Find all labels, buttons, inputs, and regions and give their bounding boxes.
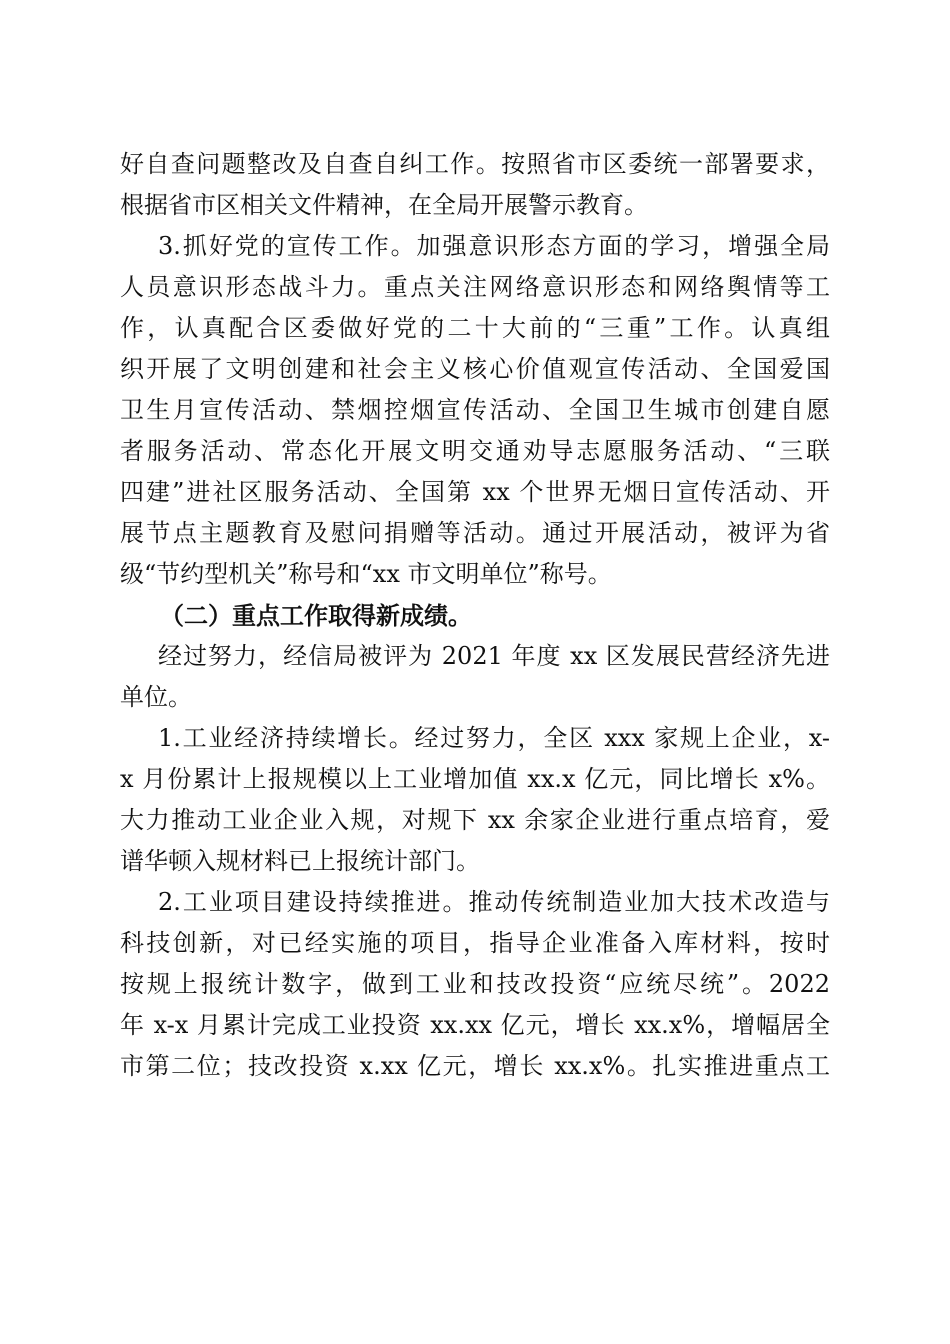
paragraph-line: 展节点主题教育及慰问捐赠等活动。通过开展活动，被评为省 — [120, 519, 830, 547]
paragraph-line: 卫生月宣传活动、禁烟控烟宣传活动、全国卫生城市创建自愿 — [120, 396, 830, 424]
paragraph-line: 人员意识形态战斗力。重点关注网络意识形态和网络舆情等工 — [120, 273, 830, 301]
paragraph-line: 经过努力，经信局被评为 2021 年度 xx 区发展民营经济先进 — [158, 642, 830, 670]
paragraph-line: 年 x-x 月累计完成工业投资 xx.xx 亿元，增长 xx.x%，增幅居全 — [120, 1011, 830, 1039]
paragraph-line: 3.抓好党的宣传工作。加强意识形态方面的学习，增强全局 — [158, 232, 830, 260]
paragraph-item-3-propaganda — [120, 226, 830, 595]
paragraph-line: 好自查问题整改及自查自纠工作。按照省市区委统一部署要求， — [120, 150, 830, 178]
paragraph-line: 按规上报统计数字，做到工业和技改投资“应统尽统”。2022 — [120, 970, 830, 998]
paragraph-line: 者服务活动、常态化开展文明交通劝导志愿服务活动、“三联 — [120, 437, 830, 465]
paragraph-self-inspection — [120, 144, 830, 226]
paragraph-item-2-project-construction — [120, 882, 830, 1087]
paragraph-item-1-industrial-growth — [120, 718, 830, 882]
paragraph-line: 四建”进社区服务活动、全国第 xx 个世界无烟日宣传活动、开 — [120, 478, 830, 506]
paragraph-line: 大力推动工业企业入规，对规下 xx 余家企业进行重点培育，爱 — [120, 806, 830, 834]
paragraph-line: 科技创新，对已经实施的项目，指导企业准备入库材料，按时 — [120, 929, 830, 957]
section-heading-key-work: （二）重点工作取得新成绩。 — [160, 601, 472, 630]
paragraph-line: 级“节约型机关”称号和“xx 市文明单位”称号。 — [120, 560, 612, 588]
paragraph-line: x 月份累计上报规模以上工业增加值 xx.x 亿元，同比增长 x%。 — [120, 765, 830, 793]
paragraph-line: 谱华顿入规材料已上报统计部门。 — [120, 847, 480, 875]
paragraph-line: 单位。 — [120, 683, 192, 711]
document-body — [120, 144, 830, 1087]
paragraph-line: 作，认真配合区委做好党的二十大前的“三重”工作。认真组 — [120, 314, 830, 342]
paragraph-line: 织开展了文明创建和社会主义核心价值观宣传活动、全国爱国 — [120, 355, 830, 383]
paragraph-line: 2.工业项目建设持续推进。推动传统制造业加大技术改造与 — [158, 888, 830, 916]
paragraph-line: 市第二位；技改投资 x.xx 亿元，增长 xx.x%。扎实推进重点工 — [120, 1052, 830, 1080]
paragraph-line: 1.工业经济持续增长。经过努力，全区 xxx 家规上企业，x- — [158, 724, 830, 752]
paragraph-section-2-intro — [120, 636, 830, 718]
paragraph-line: 根据省市区相关文件精神，在全局开展警示教育。 — [120, 191, 648, 219]
